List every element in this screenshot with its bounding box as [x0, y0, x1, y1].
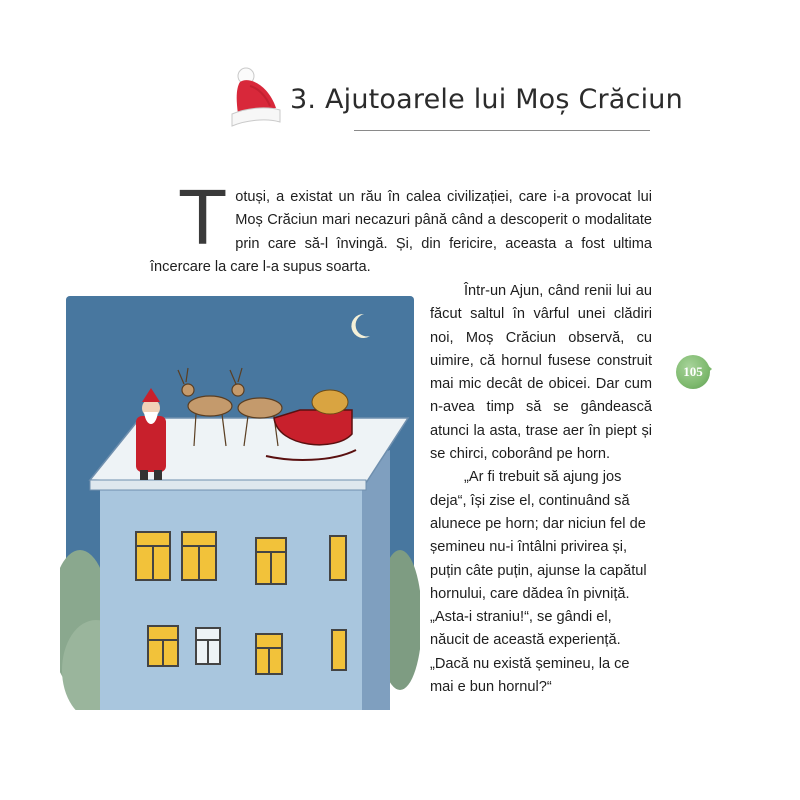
santa-hat-icon	[228, 66, 284, 134]
right-column	[430, 280, 652, 699]
window	[330, 536, 346, 580]
paragraph: „Ar fi trebuit să ajung jos deja“, își zise el, continuând să alunece pe horn; dar niciun fel de șemineu nu-i întâlni privirea și, puțin câte puțin, ajunse la capătul hornului, care dădea în pivniță. „Asta-i straniu!“, se gândi el, năucit de această experiență. „Dacă nu există șemineu, la ce mai e bun hornul?“	[430, 469, 647, 696]
chapter-title: 3. Ajutoarele lui Moș Crăciun	[290, 84, 683, 115]
intro-text: otuși, a existat un rău în calea civilizației, care i-a provocat lui Moș Crăciun mari necazuri până când a descoperit o modalitate prin care să-l învingă. Și, din fericire, aceasta a fost ultima încercare la care l-a supus soarta.	[150, 189, 652, 275]
building-front	[100, 486, 362, 710]
intro-paragraph	[150, 176, 652, 279]
santa-on-rooftop-illustration	[60, 290, 420, 710]
window	[332, 630, 346, 670]
paragraph: Într-un Ajun, când renii lui au făcut saltul în vârful unei clădiri noi, Moș Crăciun observă, cu uimire, că hornul fusese construit mai mic decât de obicei. Dar cum n-avea timp să se gândească atunci la asta, trase aer în piept și se chirci, coborând pe horn.	[430, 283, 652, 463]
page-number: 105	[676, 355, 710, 389]
drop-cap: T	[180, 176, 226, 262]
title-rule	[354, 130, 650, 131]
